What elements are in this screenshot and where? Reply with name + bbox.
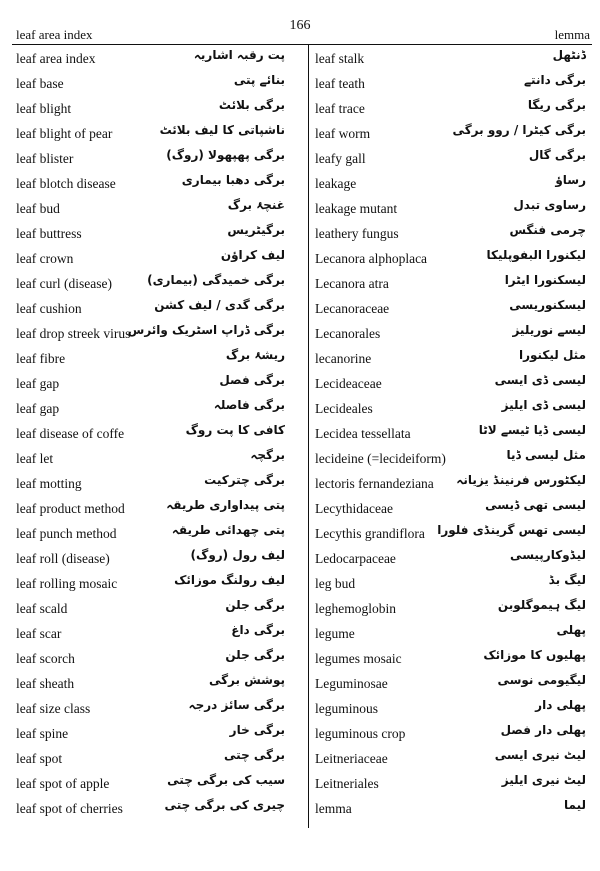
dictionary-entry — [309, 572, 598, 597]
urdu-translation: لیٹ نیری ایلیز — [501, 773, 586, 787]
urdu-translation: برگی داغ — [231, 623, 285, 637]
english-term: leaf scald — [16, 601, 68, 616]
dictionary-entry — [0, 522, 307, 547]
dictionary-entry — [309, 597, 598, 622]
english-term: leaf buttress — [16, 226, 82, 241]
english-term: leaf size class — [16, 701, 91, 716]
english-term: leaf blight — [16, 101, 72, 116]
urdu-translation: برگی چترکیت — [204, 473, 285, 487]
urdu-translation: لیما — [564, 798, 586, 812]
urdu-translation: غنچۂ برگ — [227, 198, 285, 212]
english-term: leaf teath — [315, 76, 365, 91]
urdu-translation: برگی ریگا — [527, 98, 586, 112]
urdu-translation: پتی چھدائی طریقہ — [171, 523, 285, 537]
dictionary-entry — [309, 172, 598, 197]
urdu-translation: برگیٹریس — [227, 223, 285, 237]
dictionary-entry — [309, 747, 598, 772]
dictionary-entry — [309, 622, 598, 647]
dictionary-entry — [309, 372, 598, 397]
english-term: leafy gall — [315, 151, 366, 166]
english-term: leaf fibre — [16, 351, 66, 366]
urdu-translation: سیب کی برگی چتی — [167, 773, 285, 787]
urdu-translation: برگی دھبا بیماری — [181, 173, 285, 187]
urdu-translation: مثل لیکنورا — [518, 348, 586, 362]
english-term: legumes mosaic — [315, 651, 402, 666]
urdu-translation: لیسی ڈی ایلیز — [501, 398, 586, 412]
urdu-translation: چرمی فنگس — [509, 223, 586, 237]
dictionary-entry — [309, 697, 598, 722]
english-term: leaf disease of coffe — [16, 426, 125, 441]
dictionary-entry — [0, 647, 307, 672]
urdu-translation: ریشۂ برگ — [225, 348, 285, 362]
urdu-translation: پھلی — [556, 623, 586, 637]
english-term: Lecidea tessellata — [315, 426, 411, 441]
urdu-translation: لیڈوکارپیسی — [510, 548, 586, 562]
urdu-translation: پھلی دار — [535, 698, 586, 712]
urdu-translation: برگی خمیدگی (بیماری) — [147, 273, 285, 287]
urdu-translation: پھلی دار فصل — [500, 723, 586, 737]
english-term: legume — [315, 626, 355, 641]
urdu-translation: لیسی ڈی ایسی — [494, 373, 586, 387]
urdu-translation: برگی گدی / لیف کشن — [154, 298, 285, 312]
english-term: leaf worm — [315, 126, 371, 141]
english-term: leaf blotch disease — [16, 176, 116, 191]
dictionary-entry — [309, 147, 598, 172]
urdu-translation: پھلیوں کا موزائک — [483, 648, 586, 662]
english-term: leaf crown — [16, 251, 74, 266]
dictionary-entry — [309, 322, 598, 347]
urdu-translation: پوشش برگی — [208, 673, 285, 687]
english-term: lecanorine — [315, 351, 372, 366]
urdu-translation: برگی جلن — [225, 598, 285, 612]
english-term: leaf spot of cherries — [16, 801, 123, 816]
dictionary-entry — [0, 347, 307, 372]
urdu-translation: لیسکنوریسی — [509, 298, 586, 312]
english-term: leaf curl (disease) — [16, 276, 112, 291]
dictionary-entry — [309, 647, 598, 672]
dictionary-entry — [309, 397, 598, 422]
dictionary-entry — [309, 297, 598, 322]
dictionary-entry — [309, 422, 598, 447]
english-term: Leguminosae — [315, 676, 388, 691]
english-term: lemma — [315, 801, 352, 816]
urdu-translation: پتی پیداواری طریقہ — [166, 498, 285, 512]
urdu-translation: ناشپاتی کا لیف بلائٹ — [159, 123, 285, 137]
english-term: Leitneriales — [315, 776, 379, 791]
dictionary-entry — [309, 722, 598, 747]
dictionary-entry — [0, 122, 307, 147]
dictionary-entry — [0, 672, 307, 697]
english-term: leaf spot of apple — [16, 776, 110, 791]
english-term: Lecanoraceae — [315, 301, 390, 316]
dictionary-entry — [0, 322, 307, 347]
urdu-translation: لیگ بڈ — [548, 573, 586, 587]
english-term: Lecideaceae — [315, 376, 382, 391]
dictionary-entry — [0, 222, 307, 247]
header-rule — [12, 44, 592, 45]
english-term: leathery fungus — [315, 226, 399, 241]
dictionary-entry — [309, 797, 598, 822]
dictionary-entry — [309, 472, 598, 497]
english-term: leaf scar — [16, 626, 62, 641]
dictionary-entry — [309, 72, 598, 97]
english-term: leaf blister — [16, 151, 74, 166]
dictionary-entry — [0, 572, 307, 597]
english-term: leghemoglobin — [315, 601, 396, 616]
urdu-translation: برگی خار — [229, 723, 285, 737]
dictionary-entry — [0, 497, 307, 522]
urdu-translation: ڈنٹھل — [552, 48, 586, 62]
english-term: leaf stalk — [315, 51, 365, 66]
urdu-translation: برگی دانتے — [524, 73, 586, 87]
english-term: Lecideales — [315, 401, 373, 416]
urdu-translation: لیسکنورا ایٹرا — [504, 273, 586, 287]
english-term: leg bud — [315, 576, 356, 591]
dictionary-entry — [309, 222, 598, 247]
dictionary-entry — [0, 597, 307, 622]
header-last-entry: lemma — [554, 27, 590, 42]
urdu-translation: بنائے پتی — [233, 73, 285, 87]
urdu-translation: برگی فاصلہ — [213, 398, 285, 412]
dictionary-entry — [0, 622, 307, 647]
english-term: leaf rolling mosaic — [16, 576, 118, 591]
left-column — [0, 47, 307, 822]
english-term: Lecythidaceae — [315, 501, 393, 516]
dictionary-entry — [309, 772, 598, 797]
dictionary-entry — [0, 372, 307, 397]
english-term: leakage mutant — [315, 201, 398, 216]
urdu-translation: برگی پھپھولا (روگ) — [166, 148, 285, 162]
dictionary-entry — [0, 297, 307, 322]
english-term: leaf roll (disease) — [16, 551, 110, 566]
dictionary-entry — [0, 247, 307, 272]
urdu-translation: لیسی تھس گرینڈی فلورا — [437, 523, 586, 537]
english-term: Ledocarpaceae — [315, 551, 396, 566]
dictionary-entry — [0, 547, 307, 572]
english-term: Lecanora alphoplaca — [315, 251, 428, 266]
page-number: 166 — [289, 18, 311, 33]
right-column — [309, 47, 598, 822]
dictionary-entry — [309, 122, 598, 147]
dictionary-entry — [0, 97, 307, 122]
english-term: leguminous — [315, 701, 378, 716]
urdu-translation: لیسی تھی ڈیسی — [485, 498, 586, 512]
dictionary-entry — [0, 47, 307, 72]
english-term: leaf trace — [315, 101, 365, 116]
urdu-translation: برگی جلن — [225, 648, 285, 662]
dictionary-entry — [0, 722, 307, 747]
urdu-translation: لیسی ڈیا ٹیسے لاٹا — [478, 423, 586, 437]
english-term: leaf motting — [16, 476, 82, 491]
urdu-translation: چیری کی برگی چتی — [164, 798, 285, 812]
dictionary-entry — [0, 172, 307, 197]
english-term: leaf blight of pear — [16, 126, 113, 141]
header-first-entry: leaf area index — [16, 27, 93, 42]
english-term: leaf spine — [16, 726, 69, 741]
urdu-translation: برگی گال — [528, 148, 586, 162]
english-term: lectoris fernandeziana — [315, 476, 434, 491]
dictionary-entry — [0, 272, 307, 297]
dictionary-entry — [309, 197, 598, 222]
dictionary-entry — [0, 797, 307, 822]
english-term: leaf scorch — [16, 651, 75, 666]
english-term: leaf let — [16, 451, 54, 466]
english-term: lecideine (=lecideiform) — [315, 451, 446, 466]
english-term: Leitneriaceae — [315, 751, 388, 766]
urdu-translation: برگی فصل — [219, 373, 285, 387]
dictionary-entry — [309, 347, 598, 372]
urdu-translation: رساوی تبدل — [513, 198, 586, 212]
urdu-translation: لیف رولنگ موزائک — [174, 573, 285, 587]
urdu-translation: لیگیومی نوسی — [497, 673, 586, 687]
urdu-translation: لیکنورا البفوپلیکا — [486, 248, 586, 262]
english-term: leaf sheath — [16, 676, 75, 691]
dictionary-entry — [309, 672, 598, 697]
urdu-translation: برگی چتی — [224, 748, 285, 762]
english-term: leaf drop streek virus — [16, 326, 131, 341]
urdu-translation: لیف رول (روگ) — [190, 548, 285, 562]
dictionary-entry — [0, 197, 307, 222]
dictionary-entry — [0, 747, 307, 772]
urdu-translation: لیسے نوریلیز — [512, 323, 586, 337]
dictionary-entry — [0, 472, 307, 497]
dictionary-entry — [309, 97, 598, 122]
dictionary-entry — [309, 447, 598, 472]
dictionary-entry — [309, 522, 598, 547]
urdu-translation: برگچہ — [250, 448, 285, 462]
english-term: Lecanora atra — [315, 276, 389, 291]
dictionary-entry — [0, 772, 307, 797]
dictionary-entry — [0, 147, 307, 172]
urdu-translation: مثل لیسی ڈیا — [506, 448, 586, 462]
english-term: leaf spot — [16, 751, 63, 766]
urdu-translation: برگی بلائٹ — [218, 98, 285, 112]
urdu-translation: کافی کا پت روگ — [185, 423, 285, 437]
english-term: Lecanorales — [315, 326, 381, 341]
urdu-translation: لیٹ نیری ایسی — [494, 748, 586, 762]
dictionary-entry — [0, 397, 307, 422]
dictionary-entry — [309, 547, 598, 572]
dictionary-entry — [309, 247, 598, 272]
dictionary-entry — [309, 47, 598, 72]
english-term: Lecythis grandiflora — [315, 526, 425, 541]
urdu-translation: لیف کراؤن — [220, 248, 285, 262]
dictionary-entry — [0, 697, 307, 722]
urdu-translation: پت رقبہ اشاریہ — [193, 48, 285, 62]
english-term: leaf gap — [16, 376, 60, 391]
english-term: leaf gap — [16, 401, 60, 416]
dictionary-entry — [0, 72, 307, 97]
dictionary-entry — [0, 447, 307, 472]
english-term: leaf cushion — [16, 301, 82, 316]
urdu-translation: رساؤ — [555, 173, 586, 187]
english-term: leaf base — [16, 76, 64, 91]
english-term: leguminous crop — [315, 726, 406, 741]
dictionary-entry — [309, 272, 598, 297]
urdu-translation: برگی سائز درجہ — [188, 698, 285, 712]
urdu-translation: لیکٹورس فرنینڈ یزیانہ — [456, 473, 586, 487]
urdu-translation: برگی ڈراپ اسٹریک وائرس — [127, 323, 285, 337]
dictionary-entry — [309, 497, 598, 522]
english-term: leaf punch method — [16, 526, 117, 541]
english-term: leaf area index — [16, 51, 96, 66]
english-term: leaf bud — [16, 201, 60, 216]
english-term: leakage — [315, 176, 357, 191]
english-term: leaf product method — [16, 501, 125, 516]
urdu-translation: برگی کیٹرا / روو برگی — [452, 123, 586, 137]
dictionary-entry — [0, 422, 307, 447]
urdu-translation: لیگ ہیموگلوبن — [497, 598, 586, 612]
